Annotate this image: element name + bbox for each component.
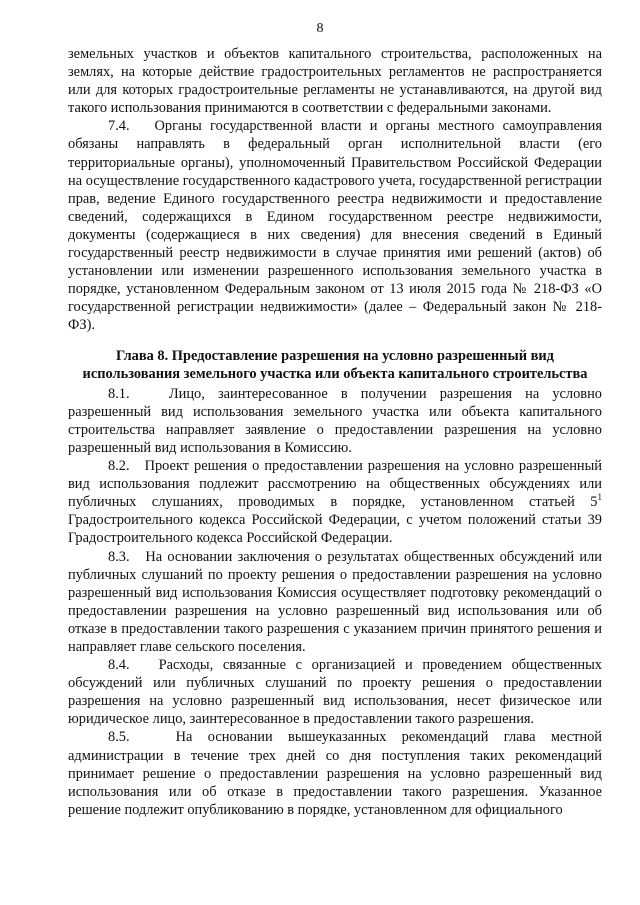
paragraph-7-4: 7.4. Органы государственной власти и органы местного самоуправления обязаны направлять в федеральный орган исполнительной власти (его территориальные органы), уполномоченный Правительством Российской Федерации на осуществление государственного кадастрового учета, государственной регистрации прав, ведение Единого государственного реестра недвижимости и предоставление сведений, содержащихся в Едином государственном реестре недвижимости, документы (содержащиеся в них сведения) для внесения сведений в Единый государственный реестр недвижимости в случае принятия ими решений (актов) об установлении или изменении разрешенного использования земельного участка в порядке, установленном Федеральным законом от 13 июля 2015 года № 218-ФЗ «О государственной регистрации недвижимости» (далее – Федеральный закон № 218-ФЗ). [68, 118, 602, 334]
paragraph-8-4: 8.4. Расходы, связанные с организацией и проведением общественных обсуждений или публичных слушаний по проекту решения о предоставлении разрешения на условно разрешенный вид использования, несет физическое или юридическое лицо, заинтересованное в предоставлении такого разрешения. [68, 657, 602, 728]
paragraph-8-3: 8.3. На основании заключения о результатах общественных обсуждений или публичных слушаний по проекту решения о предоставлении разрешения на условно разрешенный вид использования Комиссия осуществляет подготовку рекомендаций о предоставлении разрешения на условно разрешенный вид использования или об отказе в предоставлении такого разрешения с указанием причин принятого решения и направляет главе сельского поселения. [68, 548, 602, 655]
document-body [68, 45, 602, 819]
paragraph-8-5: 8.5. На основании вышеуказанных рекомендаций глава местной администрации в течение трех дней со дня поступления таких рекомендаций принимает решение о предоставлении разрешения на условно разрешенный вид использования или об отказе в предоставлении такого разрешения. Указанное решение подлежит опубликованию в порядке, установленном для официального [68, 729, 602, 818]
paragraph-8-2 [68, 457, 602, 547]
paragraph-8-2-text-b: Градостроительного кодекса Российской Федерации, с учетом положений статьи 39 Градостроительного кодекса Российской Федерации. [68, 512, 602, 547]
article-superscript: 1 [597, 492, 602, 503]
chapter-8-heading: Глава 8. Предоставление разрешения на условно разрешенный вид использования земельного участка или объекта капитального строительства [82, 347, 588, 382]
paragraph-continuation: земельных участков и объектов капитального строительства, расположенных на землях, на которые действие градостроительных регламентов не распространяется или для которых градостроительные регламенты не устанавливаются, на другой вид такого использования принимаются в соответствии с федеральными законами. [68, 46, 602, 117]
paragraph-8-2-text-a: 8.2. Проект решения о предоставлении разрешения на условно разрешенный вид использования подлежит рассмотрению на общественных обсуждениях или публичных слушаниях, проводимых в порядке, установленном статьей 5 [68, 458, 602, 511]
paragraph-8-1: 8.1. Лицо, заинтересованное в получении разрешения на условно разрешенный вид использования земельного участка или объекта капитального строительства направляет заявление о предоставлении разрешения на условно разрешенный вид использования в Комиссию. [68, 385, 602, 456]
page-number: 8 [316, 21, 324, 36]
